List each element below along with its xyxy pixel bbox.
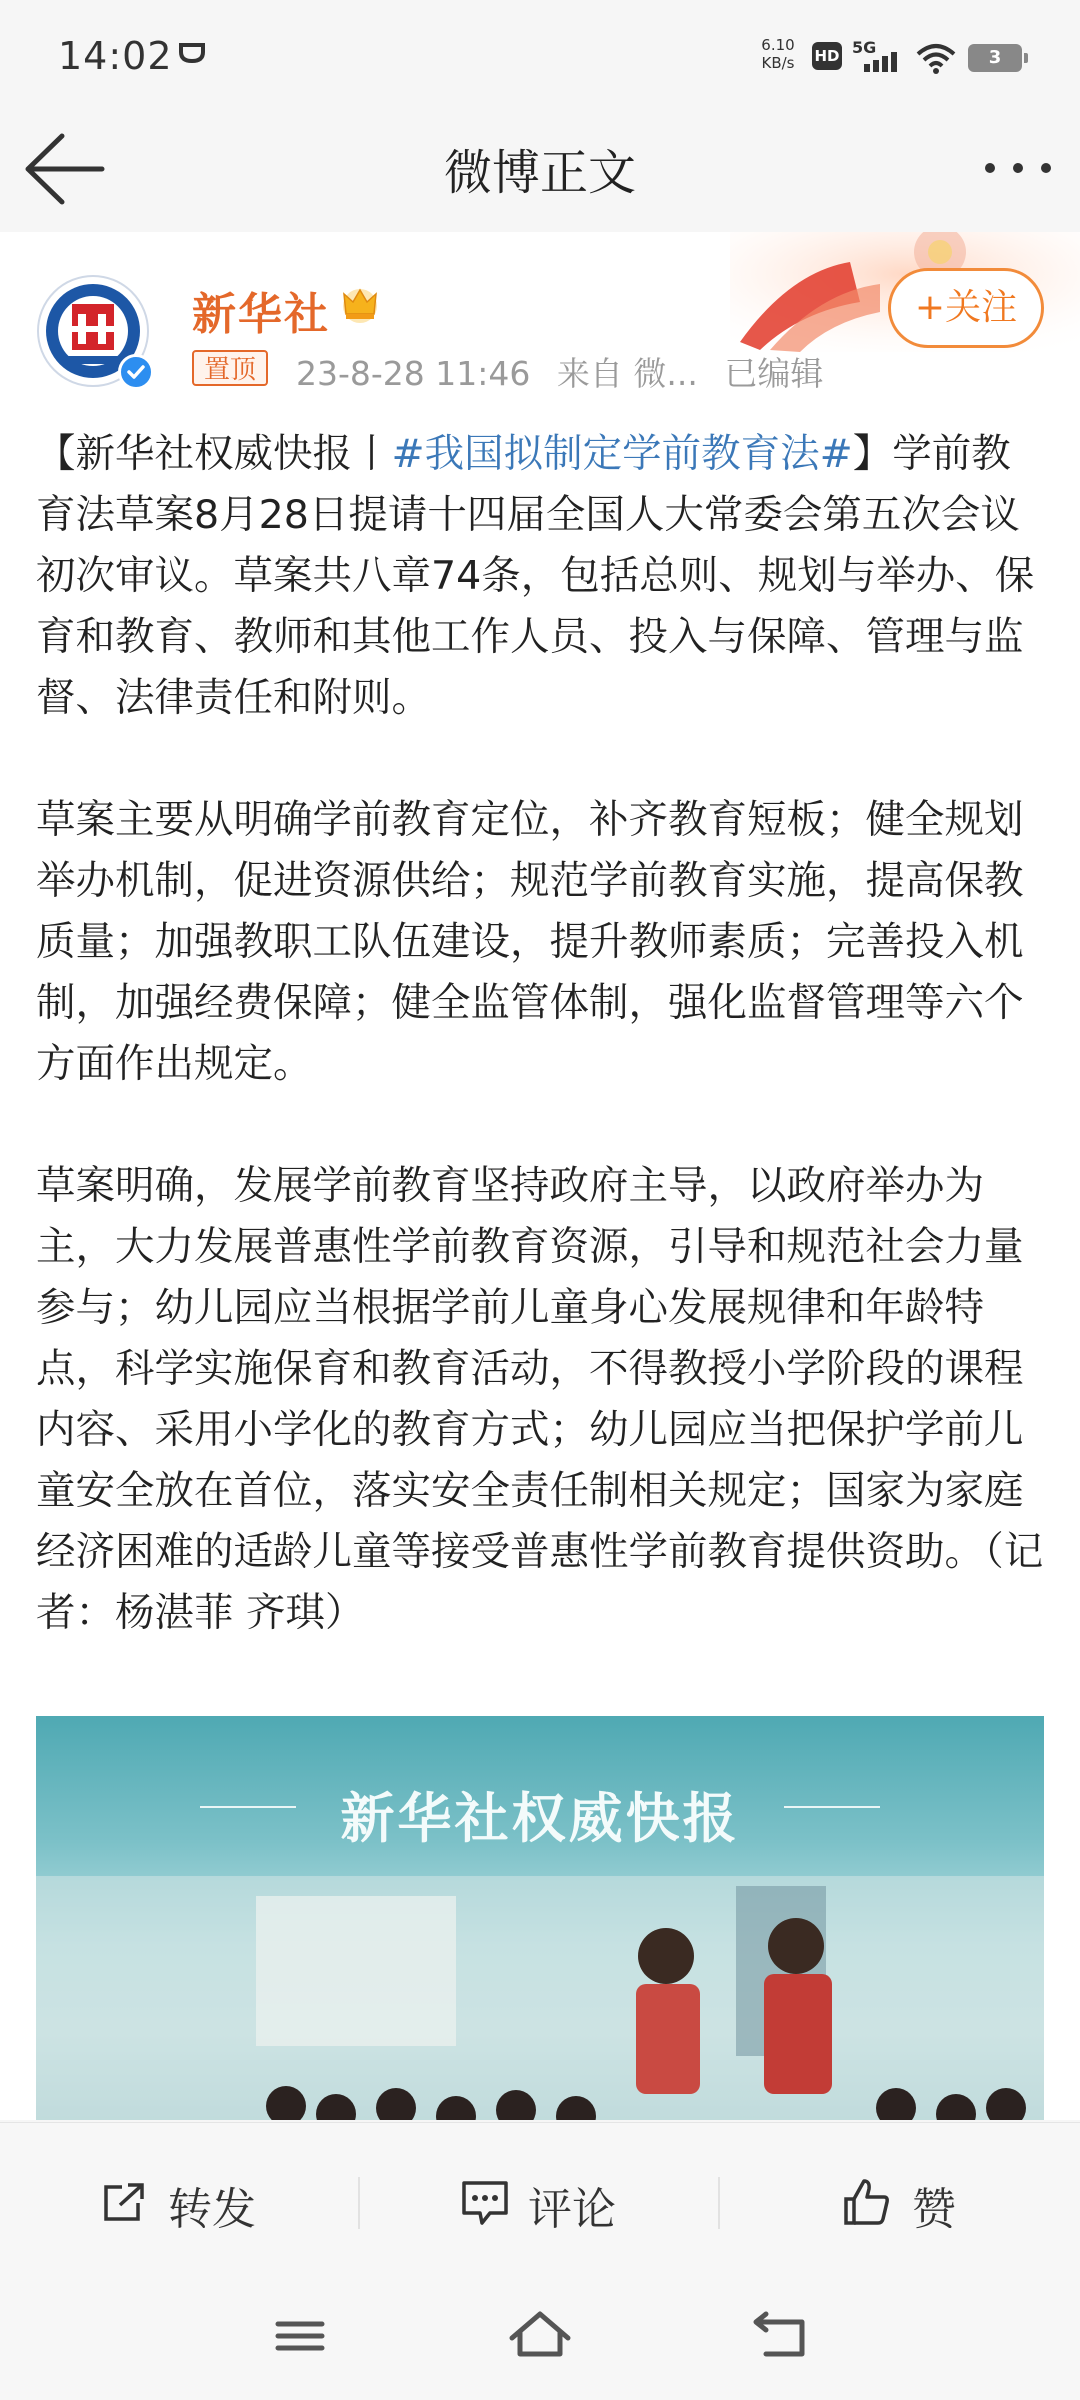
net-speed-value: 6.10: [761, 36, 795, 54]
post-text-prefix: 【新华社权威快报丨: [36, 431, 392, 477]
battery-icon: 3: [968, 44, 1022, 72]
comment-icon: [460, 2179, 510, 2227]
signal-icon: [864, 50, 904, 72]
home-icon[interactable]: [504, 2304, 576, 2368]
back-nav-icon[interactable]: [744, 2304, 816, 2368]
post-source: 来自 微...: [556, 354, 698, 393]
thumbs-up-icon: [842, 2177, 892, 2227]
classroom-photo: [36, 1876, 1044, 2120]
status-bar: [0, 0, 1080, 112]
net-speed-unit: KB/s: [761, 54, 795, 72]
repost-icon: [100, 2181, 148, 2225]
post-card: [0, 232, 1080, 2120]
action-bar: [0, 2122, 1080, 2281]
vip-crown-icon: [338, 282, 382, 324]
comment-label: 评论: [528, 2184, 616, 2235]
post-timestamp: 23-8-28 11:46: [296, 354, 531, 393]
divider: [358, 2177, 360, 2229]
pinned-badge: 置顶: [192, 350, 268, 386]
image-title: 新华社权威快报: [340, 1787, 740, 1850]
author-name[interactable]: 新华社: [192, 289, 330, 340]
like-button[interactable]: [800, 2123, 1020, 2281]
verified-badge-icon: [118, 354, 154, 390]
wifi-icon: [916, 42, 956, 74]
topic-hashtag-link[interactable]: #我国拟制定学前教育法#: [391, 431, 853, 477]
divider: [718, 2177, 720, 2229]
repost-label: 转发: [168, 2184, 256, 2235]
like-label: 赞: [912, 2184, 956, 2235]
top-nav-bar: [0, 112, 1080, 226]
page-title: 微博正文: [443, 145, 636, 201]
notification-cup-icon: [178, 42, 206, 64]
system-nav-bar: [0, 2280, 1080, 2400]
edited-label: 已编辑: [724, 354, 824, 393]
network-type: 5G: [852, 38, 877, 57]
post-meta: [296, 348, 839, 395]
follow-button[interactable]: +关注: [888, 268, 1044, 348]
comment-button[interactable]: [420, 2123, 680, 2281]
post-paragraph: 草案明确，发展学前教育坚持政府主导，以政府举办为主，大力发展普惠性学前教育资源，引导和规范社会力量参与；幼儿园应当根据学前儿童身心发展规律和年龄特点，科学实施保育和教育活动，不得教授小学阶段的课程内容、采用小学化的教育方式；幼儿园应当把保护学前儿童安全放在首位，落实安全责任制相关规定；国家为家庭经济困难的适龄儿童等接受普惠性学前教育提供资助。（记者：杨湛菲 齐琪）: [36, 1163, 1044, 1636]
post-body: [36, 424, 1046, 1705]
status-time: 14:02: [58, 34, 173, 78]
post-text-suffix: 】学前教育法草案8月28日提请十四届全国人大常委会第五次会议初次审议。草案共八章74条，包括总则、规划与举办、保育和教育、教师和其他工作人员、投入与保障、管理与监督、法律责任和附则。: [36, 431, 1035, 721]
menu-icon[interactable]: [264, 2304, 336, 2368]
hd-icon: HD: [812, 42, 842, 70]
more-options-icon[interactable]: [980, 140, 1056, 196]
post-image[interactable]: [36, 1716, 1044, 2120]
post-paragraph: 草案主要从明确学前教育定位，补齐教育短板；健全规划举办机制，促进资源供给；规范学前教育实施，提高保教质量；加强教职工队伍建设，提升教师素质；完善投入机制，加强经费保障；健全监管体制，强化监督管理等六个方面作出规定。: [36, 797, 1024, 1087]
post-paragraph: [36, 424, 1046, 729]
net-speed: [756, 36, 800, 72]
repost-button[interactable]: [60, 2123, 320, 2281]
